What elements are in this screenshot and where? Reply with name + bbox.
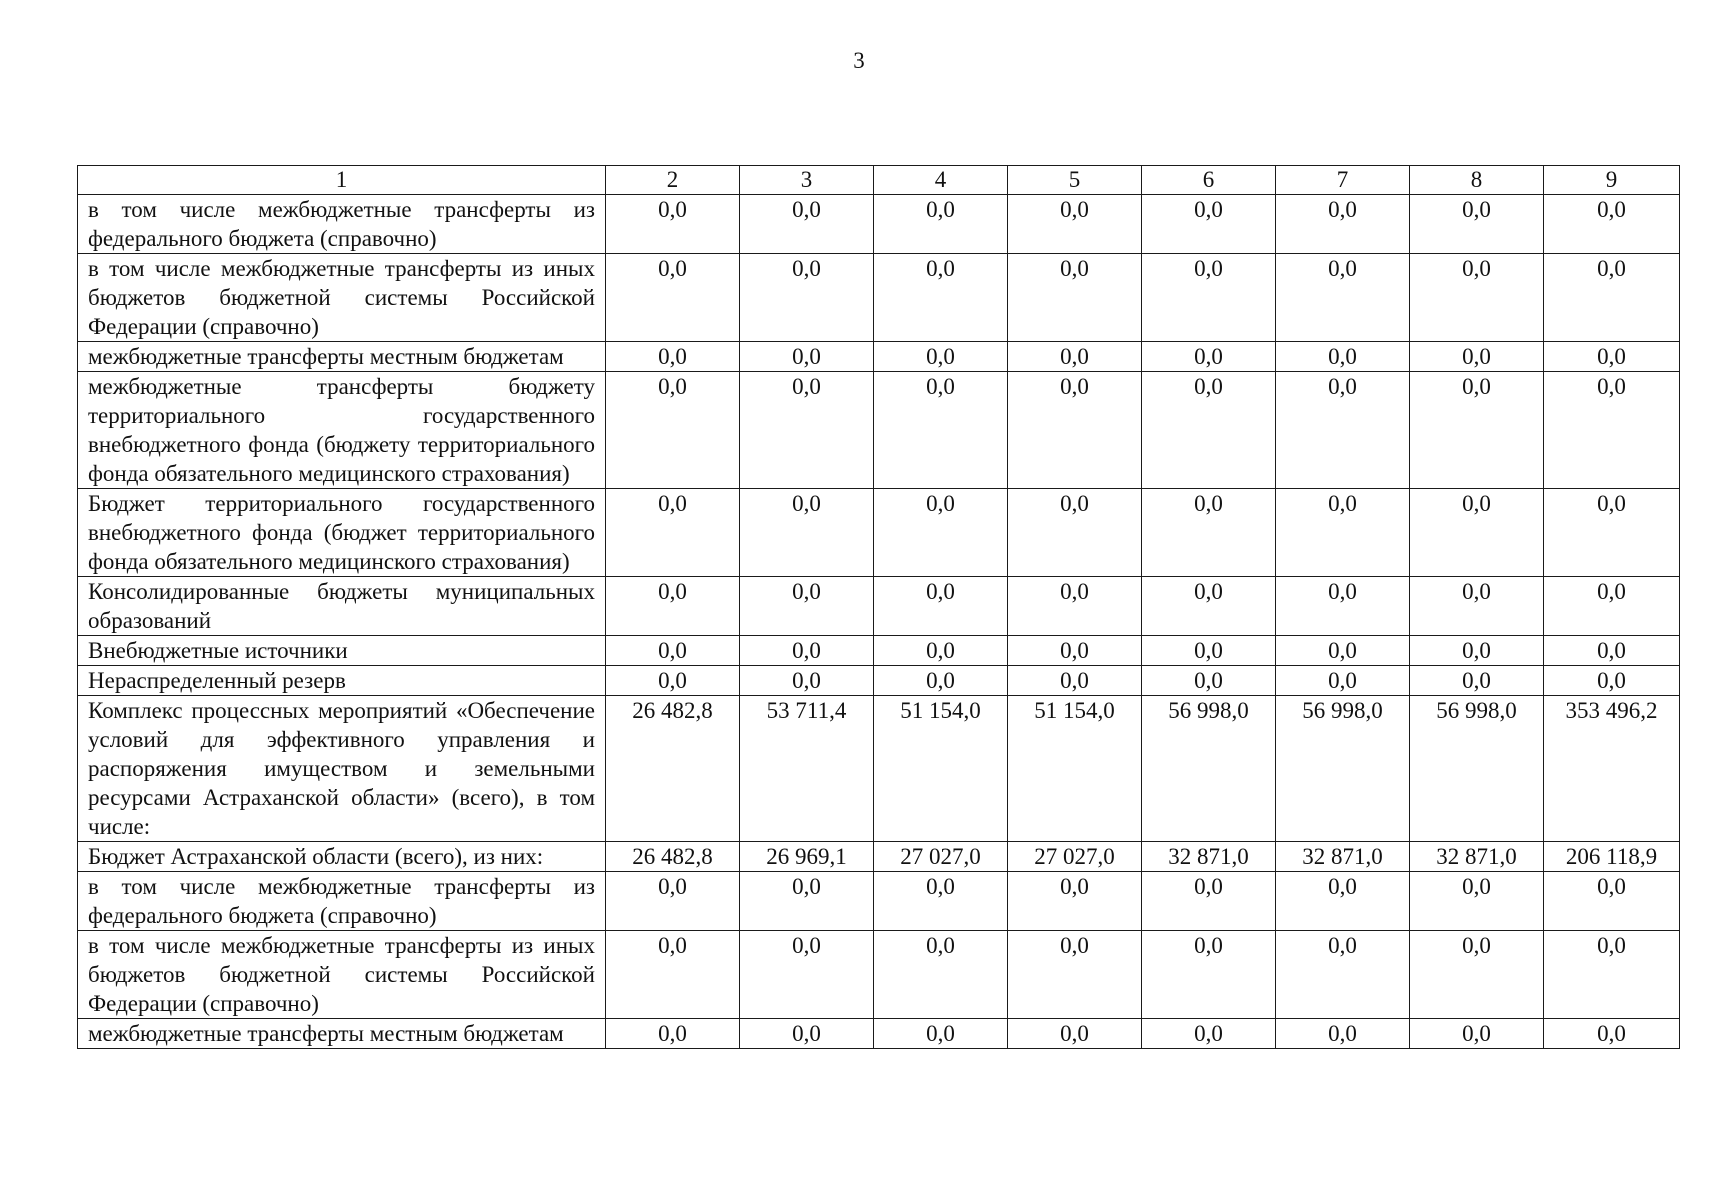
column-header-1: 1 xyxy=(78,166,606,195)
value-cell-col-2: 0,0 xyxy=(606,489,740,577)
row-label: Нераспределенный резерв xyxy=(78,666,606,696)
value-cell-col-9: 0,0 xyxy=(1544,254,1680,342)
value-cell-col-9: 0,0 xyxy=(1544,372,1680,489)
row-label: в том числе межбюджетные трансферты из федерального бюджета (справочно) xyxy=(78,195,606,254)
value-cell-col-7: 0,0 xyxy=(1276,489,1410,577)
value-cell-col-6: 0,0 xyxy=(1142,1019,1276,1049)
value-cell-col-3: 0,0 xyxy=(740,931,874,1019)
value-cell-col-5: 0,0 xyxy=(1008,489,1142,577)
value-cell-col-8: 56 998,0 xyxy=(1410,696,1544,842)
row-label: Бюджет территориального государственного внебюджетного фонда (бюджет территориального фонда обязательного медицинского страхования) xyxy=(78,489,606,577)
value-cell-col-4: 0,0 xyxy=(874,489,1008,577)
value-cell-col-8: 32 871,0 xyxy=(1410,842,1544,872)
value-cell-col-7: 0,0 xyxy=(1276,636,1410,666)
value-cell-col-2: 0,0 xyxy=(606,931,740,1019)
value-cell-col-3: 0,0 xyxy=(740,636,874,666)
column-header-5: 5 xyxy=(1008,166,1142,195)
value-cell-col-8: 0,0 xyxy=(1410,489,1544,577)
value-cell-col-8: 0,0 xyxy=(1410,254,1544,342)
column-header-3: 3 xyxy=(740,166,874,195)
column-header-8: 8 xyxy=(1410,166,1544,195)
value-cell-col-6: 0,0 xyxy=(1142,254,1276,342)
value-cell-col-9: 206 118,9 xyxy=(1544,842,1680,872)
value-cell-col-6: 0,0 xyxy=(1142,577,1276,636)
value-cell-col-3: 0,0 xyxy=(740,254,874,342)
value-cell-col-3: 26 969,1 xyxy=(740,842,874,872)
value-cell-col-2: 0,0 xyxy=(606,342,740,372)
value-cell-col-3: 53 711,4 xyxy=(740,696,874,842)
value-cell-col-4: 0,0 xyxy=(874,1019,1008,1049)
row-label: межбюджетные трансферты бюджету территориального государственного внебюджетного фонда (бюджету территориального фонда обязательного медицинского страхования) xyxy=(78,372,606,489)
value-cell-col-6: 0,0 xyxy=(1142,636,1276,666)
value-cell-col-4: 0,0 xyxy=(874,254,1008,342)
value-cell-col-2: 26 482,8 xyxy=(606,696,740,842)
value-cell-col-2: 0,0 xyxy=(606,1019,740,1049)
value-cell-col-8: 0,0 xyxy=(1410,372,1544,489)
value-cell-col-8: 0,0 xyxy=(1410,195,1544,254)
value-cell-col-6: 0,0 xyxy=(1142,931,1276,1019)
value-cell-col-6: 56 998,0 xyxy=(1142,696,1276,842)
value-cell-col-8: 0,0 xyxy=(1410,342,1544,372)
value-cell-col-6: 0,0 xyxy=(1142,872,1276,931)
table-row xyxy=(78,254,1680,342)
value-cell-col-5: 0,0 xyxy=(1008,195,1142,254)
value-cell-col-7: 56 998,0 xyxy=(1276,696,1410,842)
value-cell-col-2: 0,0 xyxy=(606,195,740,254)
value-cell-col-2: 0,0 xyxy=(606,254,740,342)
value-cell-col-4: 27 027,0 xyxy=(874,842,1008,872)
value-cell-col-3: 0,0 xyxy=(740,872,874,931)
value-cell-col-5: 0,0 xyxy=(1008,372,1142,489)
table-row xyxy=(78,489,1680,577)
value-cell-col-4: 0,0 xyxy=(874,636,1008,666)
row-label: Комплекс процессных мероприятий «Обеспечение условий для эффективного управления и распоряжения имуществом и земельными ресурсами Астраханской области» (всего), в том числе: xyxy=(78,696,606,842)
value-cell-col-5: 0,0 xyxy=(1008,1019,1142,1049)
value-cell-col-7: 0,0 xyxy=(1276,195,1410,254)
value-cell-col-6: 32 871,0 xyxy=(1142,842,1276,872)
value-cell-col-7: 0,0 xyxy=(1276,931,1410,1019)
value-cell-col-9: 0,0 xyxy=(1544,666,1680,696)
value-cell-col-9: 0,0 xyxy=(1544,1019,1680,1049)
table-body xyxy=(78,195,1680,1049)
column-header-4: 4 xyxy=(874,166,1008,195)
value-cell-col-6: 0,0 xyxy=(1142,195,1276,254)
value-cell-col-5: 0,0 xyxy=(1008,577,1142,636)
row-label: межбюджетные трансферты местным бюджетам xyxy=(78,342,606,372)
value-cell-col-4: 51 154,0 xyxy=(874,696,1008,842)
value-cell-col-3: 0,0 xyxy=(740,577,874,636)
value-cell-col-2: 0,0 xyxy=(606,636,740,666)
table-header xyxy=(78,166,1680,195)
value-cell-col-7: 0,0 xyxy=(1276,872,1410,931)
value-cell-col-7: 0,0 xyxy=(1276,254,1410,342)
value-cell-col-5: 27 027,0 xyxy=(1008,842,1142,872)
value-cell-col-7: 0,0 xyxy=(1276,372,1410,489)
column-header-7: 7 xyxy=(1276,166,1410,195)
value-cell-col-2: 0,0 xyxy=(606,872,740,931)
table-row xyxy=(78,195,1680,254)
value-cell-col-3: 0,0 xyxy=(740,666,874,696)
value-cell-col-9: 0,0 xyxy=(1544,489,1680,577)
value-cell-col-2: 0,0 xyxy=(606,372,740,489)
value-cell-col-9: 0,0 xyxy=(1544,872,1680,931)
value-cell-col-4: 0,0 xyxy=(874,666,1008,696)
value-cell-col-5: 0,0 xyxy=(1008,931,1142,1019)
table-row xyxy=(78,1019,1680,1049)
value-cell-col-9: 0,0 xyxy=(1544,577,1680,636)
header-row xyxy=(78,166,1680,195)
value-cell-col-7: 0,0 xyxy=(1276,342,1410,372)
row-label: Внебюджетные источники xyxy=(78,636,606,666)
value-cell-col-6: 0,0 xyxy=(1142,666,1276,696)
value-cell-col-5: 0,0 xyxy=(1008,254,1142,342)
value-cell-col-5: 0,0 xyxy=(1008,636,1142,666)
value-cell-col-5: 0,0 xyxy=(1008,342,1142,372)
table-row xyxy=(78,931,1680,1019)
column-header-2: 2 xyxy=(606,166,740,195)
value-cell-col-8: 0,0 xyxy=(1410,636,1544,666)
value-cell-col-8: 0,0 xyxy=(1410,666,1544,696)
table-row xyxy=(78,842,1680,872)
value-cell-col-6: 0,0 xyxy=(1142,489,1276,577)
row-label: Консолидированные бюджеты муниципальных образований xyxy=(78,577,606,636)
row-label: в том числе межбюджетные трансферты из иных бюджетов бюджетной системы Российской Федерации (справочно) xyxy=(78,254,606,342)
value-cell-col-3: 0,0 xyxy=(740,1019,874,1049)
value-cell-col-5: 0,0 xyxy=(1008,666,1142,696)
table-row xyxy=(78,872,1680,931)
value-cell-col-7: 0,0 xyxy=(1276,666,1410,696)
value-cell-col-7: 0,0 xyxy=(1276,577,1410,636)
table-row xyxy=(78,342,1680,372)
table-row xyxy=(78,696,1680,842)
value-cell-col-5: 51 154,0 xyxy=(1008,696,1142,842)
table-row xyxy=(78,577,1680,636)
value-cell-col-6: 0,0 xyxy=(1142,342,1276,372)
row-label: в том числе межбюджетные трансферты из федерального бюджета (справочно) xyxy=(78,872,606,931)
value-cell-col-4: 0,0 xyxy=(874,931,1008,1019)
value-cell-col-7: 32 871,0 xyxy=(1276,842,1410,872)
value-cell-col-3: 0,0 xyxy=(740,342,874,372)
value-cell-col-6: 0,0 xyxy=(1142,372,1276,489)
value-cell-col-5: 0,0 xyxy=(1008,872,1142,931)
value-cell-col-9: 0,0 xyxy=(1544,195,1680,254)
value-cell-col-9: 0,0 xyxy=(1544,342,1680,372)
value-cell-col-3: 0,0 xyxy=(740,372,874,489)
value-cell-col-4: 0,0 xyxy=(874,372,1008,489)
value-cell-col-3: 0,0 xyxy=(740,489,874,577)
value-cell-col-2: 0,0 xyxy=(606,577,740,636)
value-cell-col-8: 0,0 xyxy=(1410,872,1544,931)
value-cell-col-2: 0,0 xyxy=(606,666,740,696)
column-header-9: 9 xyxy=(1544,166,1680,195)
value-cell-col-2: 26 482,8 xyxy=(606,842,740,872)
table-row xyxy=(78,372,1680,489)
row-label: межбюджетные трансферты местным бюджетам xyxy=(78,1019,606,1049)
row-label: Бюджет Астраханской области (всего), из них: xyxy=(78,842,606,872)
value-cell-col-8: 0,0 xyxy=(1410,577,1544,636)
value-cell-col-8: 0,0 xyxy=(1410,931,1544,1019)
value-cell-col-4: 0,0 xyxy=(874,195,1008,254)
value-cell-col-4: 0,0 xyxy=(874,872,1008,931)
value-cell-col-7: 0,0 xyxy=(1276,1019,1410,1049)
row-label: в том числе межбюджетные трансферты из иных бюджетов бюджетной системы Российской Федерации (справочно) xyxy=(78,931,606,1019)
column-header-6: 6 xyxy=(1142,166,1276,195)
value-cell-col-3: 0,0 xyxy=(740,195,874,254)
table-row xyxy=(78,666,1680,696)
value-cell-col-9: 353 496,2 xyxy=(1544,696,1680,842)
value-cell-col-8: 0,0 xyxy=(1410,1019,1544,1049)
value-cell-col-4: 0,0 xyxy=(874,342,1008,372)
page-number: 3 xyxy=(853,48,865,73)
value-cell-col-4: 0,0 xyxy=(874,577,1008,636)
budget-table xyxy=(77,165,1680,1049)
value-cell-col-9: 0,0 xyxy=(1544,636,1680,666)
table-row xyxy=(78,636,1680,666)
value-cell-col-9: 0,0 xyxy=(1544,931,1680,1019)
